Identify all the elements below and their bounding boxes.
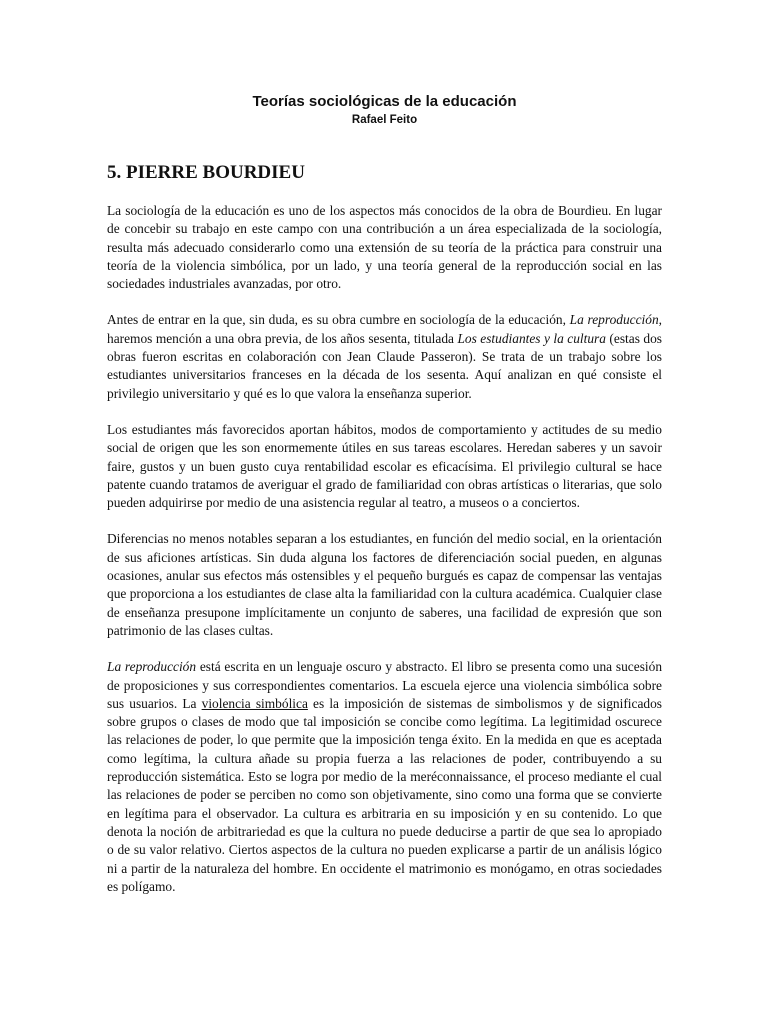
- paragraph-2-text-e: (estas dos obras fueron escritas en colaboración con Jean Claude Passeron). Se trata de un trabajo sobre los estudiantes universitarios franceses en la década de los sesenta. Aquí analizan en qué consiste el privilegio universitario y qué es lo que valora la enseñanza superior.: [107, 330, 662, 401]
- book-title-la-reproduccion: La reproducción: [569, 312, 659, 328]
- paragraph-5-text-d: es la imposición de sistemas de simbolismos y de significados sobre grupos o clases de modo que tal imposición se concibe como legítima. La legitimidad oscurece las relaciones de poder, lo que permite que la imposición tenga éxito. En la medida en que es aceptada como legítima, la cultura añade su propia fuerza a las relaciones de poder, contribuyendo a su reproducción sistemática. Esto se logra por medio de la meréconnaissance, el proceso mediante el cual las relaciones de poder se perciben no como son objetivamente, sino como una forma que se convierte en legítima para el observador. La cultura es arbitraria en su imposición y en su contenido. Lo que denota la noción de arbitrariedad es que la cultura no puede deducirse a partir de que sea lo apropiado o de su valor relativo. Ciertos aspectos de la cultura no pueden explicarse a partir de un análisis lógico ni a partir de la naturaleza del hombre. En occidente el matrimonio es monógamo, en otras sociedades es polígamo.: [107, 695, 662, 894]
- paragraph-5-text-b: está escrita en un lenguaje oscuro y abstracto. El libro se presenta como una sucesión de proposiciones y sus correspondientes comentarios. La escuela ejerce una violencia simbólica sobre sus usuarios. La: [107, 659, 663, 711]
- book-title-la-reproduccion-2: La reproducción: [107, 659, 197, 675]
- paragraph-2-text-c: , haremos mención a una obra previa, de los años sesenta, titulada: [107, 312, 663, 346]
- paragraph-3: Los estudiantes más favorecidos aportan hábitos, modos de comportamiento y actitudes de su medio social de origen que les son enormemente útiles en sus tareas escolares. Heredan saberes y un savoir faire, gustos y un buen gusto cuya rentabilidad escolar es eficacísima. El privilegio cultural se hace patente cuando tratamos de averiguar el grado de familiaridad con obras artísticas o literarias, que solo pueden adquirirse por medio de una asistencia regular al teatro, a museos o a conciertos.: [107, 421, 662, 511]
- term-violencia-simbolica: violencia simbólica: [201, 695, 308, 711]
- section-heading: 5. PIERRE BOURDIEU: [107, 162, 305, 183]
- paragraph-4: Diferencias no menos notables separan a los estudiantes, en función del medio social, en la orientación de sus aficiones artísticas. Sin duda alguna los factores de diferenciación social pueden, en algunas ocasiones, anular sus efectos más ostensibles y el pequeño burgués es capaz de compensar las ventajas que proporciona a los estudiantes de clase alta la familiaridad con la cultura académica. Cualquier clase de enseñanza presupone implícitamente un conjunto de saberes, una facilidad de expresión que son patrimonio de las clases cultas.: [107, 531, 662, 638]
- paragraph-2: [107, 311, 662, 402]
- paragraph-2-text-a: Antes de entrar en la que, sin duda, es su obra cumbre en sociología de la educación,: [107, 312, 570, 328]
- paragraph-1: La sociología de la educación es uno de los aspectos más conocidos de la obra de Bourdieu. En lugar de concebir su trabajo en este campo con una contribución a un área especializada de la sociología, resulta más adecuado considerarlo como una extensión de su teoría de la práctica para construir una teoría de la violencia simbólica, por un lado, y una teoría general de la reproducción social en las sociedades industriales avanzadas, por otro.: [107, 203, 662, 292]
- book-title-los-estudiantes: Los estudiantes y la cultura: [457, 330, 606, 346]
- paragraph-5: [107, 658, 662, 896]
- document-author: Rafael Feito: [351, 114, 418, 126]
- document-title: Teorías sociológicas de la educación: [252, 93, 517, 110]
